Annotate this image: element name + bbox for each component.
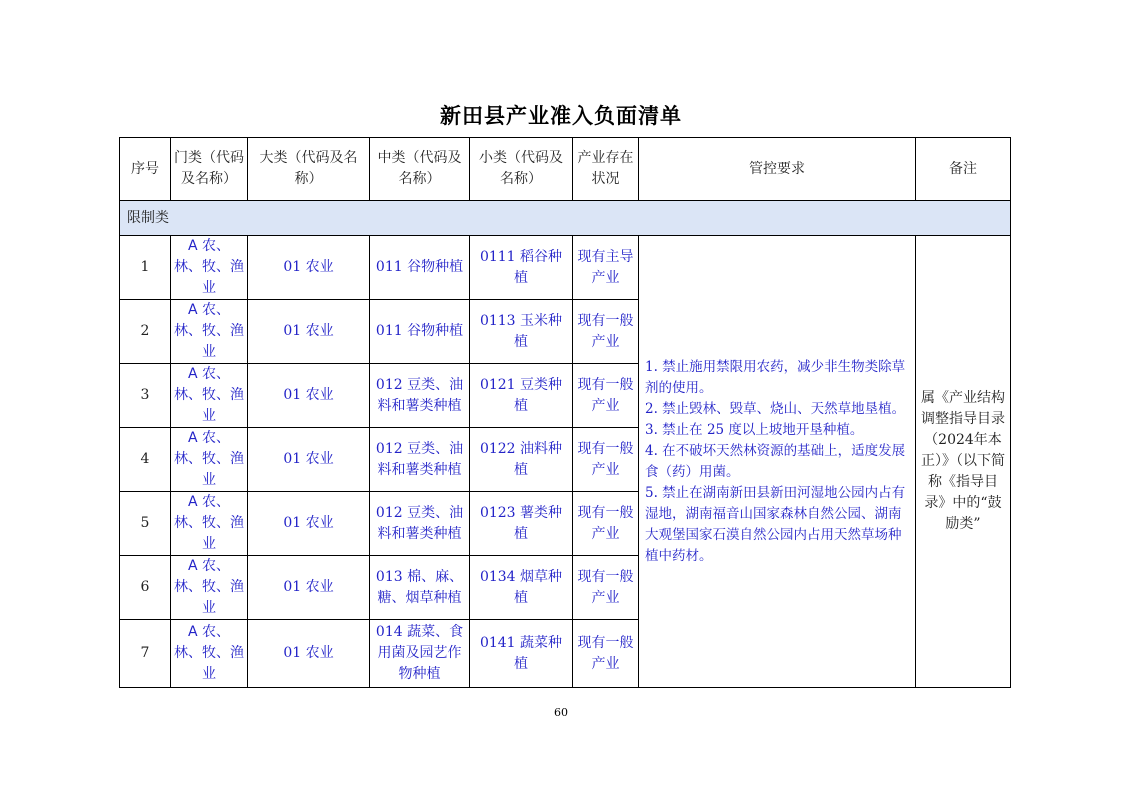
status-cell: 现有主导产业 <box>573 236 639 300</box>
document-title: 新田县产业准入负面清单 <box>440 104 682 128</box>
status-cell: 现有一般产业 <box>573 300 639 364</box>
xiaolei-cell: 0121 豆类种植 <box>470 364 573 428</box>
menlei-cell: A 农、林、牧、渔业 <box>171 300 248 364</box>
status-cell: 现有一般产业 <box>573 620 639 688</box>
header-xiaolei: 小类（代码及名称） <box>470 138 573 201</box>
control-item: 4. 在不破坏天然林资源的基础上，适度发展食（药）用菌。 <box>645 442 906 480</box>
control-item: 5. 禁止在湖南新田县新田河湿地公园内占有湿地，湖南福音山国家森林自然公园、湖南大观堡国家石漠自然公园内占用天然草场种植中药材。 <box>645 484 906 564</box>
table-row <box>120 236 1011 300</box>
zhonglei-cell: 011 谷物种植 <box>370 300 470 364</box>
category-label: 限制类 <box>120 201 1011 236</box>
header-zhonglei: 中类（代码及名称） <box>370 138 470 201</box>
zhonglei-cell: 012 豆类、油料和薯类种植 <box>370 428 470 492</box>
row-number: 6 <box>120 556 171 620</box>
control-requirements <box>639 236 916 688</box>
header-dalei: 大类（代码及名称） <box>248 138 370 201</box>
dalei-cell: 01 农业 <box>248 492 370 556</box>
menlei-cell: A 农、林、牧、渔业 <box>171 428 248 492</box>
control-item: 1. 禁止施用禁限用农药，减少非生物类除草剂的使用。 <box>645 358 906 396</box>
dalei-cell: 01 农业 <box>248 556 370 620</box>
header-status: 产业存在状况 <box>573 138 639 201</box>
xiaolei-cell: 0141 蔬菜种植 <box>470 620 573 688</box>
dalei-cell: 01 农业 <box>248 620 370 688</box>
status-cell: 现有一般产业 <box>573 556 639 620</box>
zhonglei-cell: 012 豆类、油料和薯类种植 <box>370 364 470 428</box>
header-row <box>120 138 1011 201</box>
xiaolei-cell: 0123 薯类种植 <box>470 492 573 556</box>
row-number: 2 <box>120 300 171 364</box>
menlei-cell: A 农、林、牧、渔业 <box>171 236 248 300</box>
header-menlei: 门类（代码及名称） <box>171 138 248 201</box>
header-no: 序号 <box>120 138 171 201</box>
xiaolei-cell: 0111 稻谷种植 <box>470 236 573 300</box>
menlei-cell: A 农、林、牧、渔业 <box>171 556 248 620</box>
menlei-cell: A 农、林、牧、渔业 <box>171 364 248 428</box>
row-number: 7 <box>120 620 171 688</box>
zhonglei-cell: 013 棉、麻、糖、烟草种植 <box>370 556 470 620</box>
dalei-cell: 01 农业 <box>248 236 370 300</box>
row-number: 1 <box>120 236 171 300</box>
dalei-cell: 01 农业 <box>248 364 370 428</box>
status-cell: 现有一般产业 <box>573 492 639 556</box>
dalei-cell: 01 农业 <box>248 428 370 492</box>
negative-list-table <box>119 137 1011 688</box>
header-control: 管控要求 <box>639 138 916 201</box>
control-item: 3. 禁止在 25 度以上坡地开垦种植。 <box>645 421 864 438</box>
row-number: 3 <box>120 364 171 428</box>
note-cell: 属《产业结构调整指导目录（2024年本正）》（以下简称《指导目录》中的“鼓励类” <box>916 236 1011 688</box>
xiaolei-cell: 0113 玉米种植 <box>470 300 573 364</box>
zhonglei-cell: 011 谷物种植 <box>370 236 470 300</box>
row-number: 5 <box>120 492 171 556</box>
menlei-cell: A 农、林、牧、渔业 <box>171 492 248 556</box>
xiaolei-cell: 0122 油料种植 <box>470 428 573 492</box>
control-item: 2. 禁止毁林、毁草、烧山、天然草地垦植。 <box>645 400 906 417</box>
xiaolei-cell: 0134 烟草种植 <box>470 556 573 620</box>
dalei-cell: 01 农业 <box>248 300 370 364</box>
status-cell: 现有一般产业 <box>573 364 639 428</box>
status-cell: 现有一般产业 <box>573 428 639 492</box>
category-row <box>120 201 1011 236</box>
page-number: 60 <box>554 706 568 719</box>
zhonglei-cell: 014 蔬菜、食用菌及园艺作物种植 <box>370 620 470 688</box>
header-note: 备注 <box>916 138 1011 201</box>
zhonglei-cell: 012 豆类、油料和薯类种植 <box>370 492 470 556</box>
menlei-cell: A 农、林、牧、渔业 <box>171 620 248 688</box>
row-number: 4 <box>120 428 171 492</box>
